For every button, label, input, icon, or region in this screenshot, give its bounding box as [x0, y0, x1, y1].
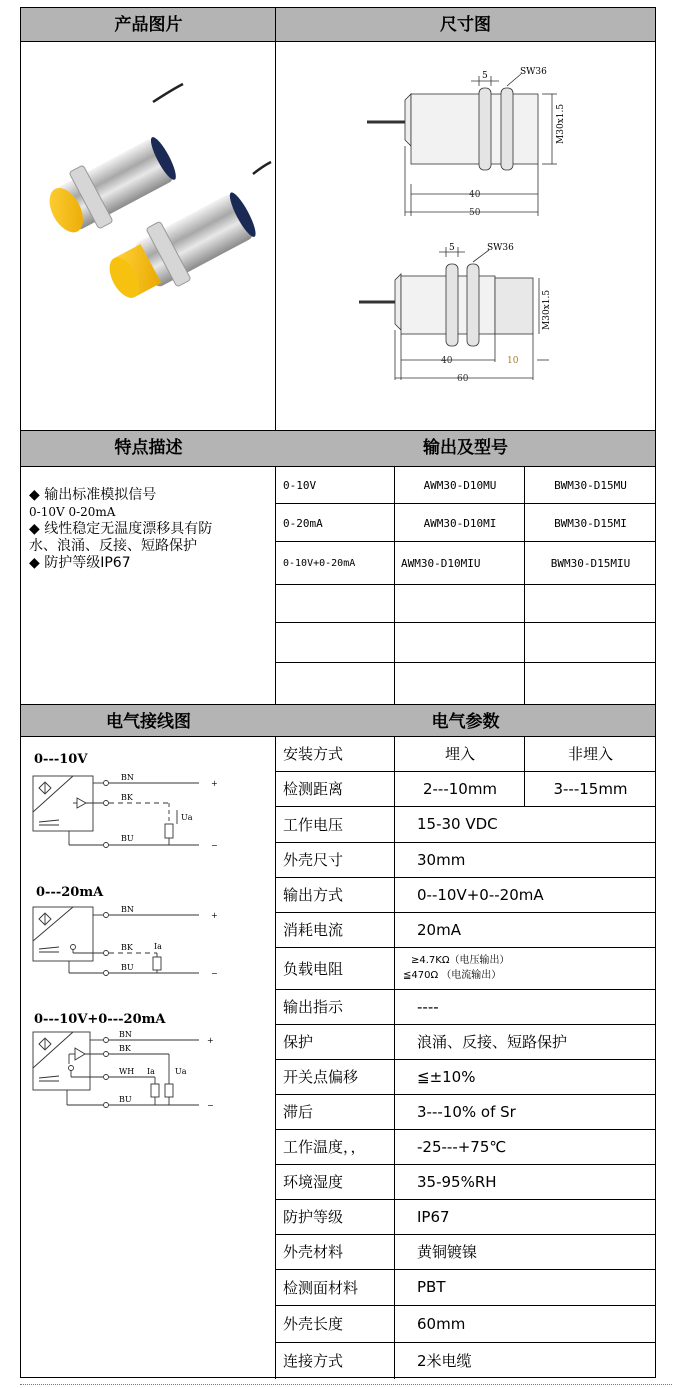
param-value-line: ≦470Ω （电流输出）	[403, 970, 502, 981]
param-label: 外壳长度	[283, 1315, 344, 1333]
param-value	[403, 947, 509, 989]
nonflush-body-length: 40	[441, 356, 453, 366]
output-row-1-flush: AWM30-D10MU	[423, 479, 497, 492]
param-label: 消耗电流	[283, 921, 344, 939]
wire-bn: BN	[121, 773, 134, 782]
param-value-alt: 3---15mm	[553, 779, 628, 798]
load-voltage: Ua	[181, 813, 193, 822]
wire-bk: BK	[121, 943, 133, 952]
terminal-minus: −	[211, 969, 218, 978]
output-row-2-flush: AWM30-D10MI	[423, 516, 497, 530]
nonflush-wrench: SW36	[487, 243, 514, 253]
param-label: 输出方式	[283, 886, 344, 904]
terminal-plus: +	[211, 779, 218, 788]
features-list	[29, 487, 212, 572]
param-value: PBT	[417, 1278, 446, 1296]
wiring-diagram-current	[29, 903, 229, 983]
wiring-diagram-voltage	[29, 770, 229, 850]
param-label: 检测面材料	[283, 1278, 359, 1297]
nonflush-total-length: 60	[457, 374, 469, 384]
dimension-drawing	[277, 44, 653, 428]
wire-bk: BK	[119, 1044, 131, 1053]
output-row-3-output: 0-10V+0-20mA	[283, 558, 356, 569]
wiring-diagram-combined	[29, 1028, 229, 1113]
header-electrical-params: 电气参数	[276, 705, 655, 736]
drawing-flush	[367, 74, 557, 216]
flush-total-length: 50	[469, 208, 481, 218]
param-value: 黄铜镀镍	[417, 1243, 478, 1261]
param-value-line: ≥4.7KΩ（电压输出）	[411, 955, 510, 966]
param-label: 工作温度，，	[283, 1138, 366, 1156]
param-label: 开关点偏移	[283, 1068, 359, 1086]
param-label: 外壳尺寸	[283, 851, 344, 869]
wire-wh: WH	[119, 1067, 135, 1076]
output-row-2-nonflush: BWM30-D15MI	[554, 516, 627, 530]
param-value: 0--10V+0--20mA	[417, 885, 544, 904]
param-label: 工作电压	[283, 815, 344, 834]
wire-bn: BN	[119, 1030, 132, 1039]
wire-bk: BK	[121, 793, 133, 802]
param-value: ≦±10%	[417, 1067, 476, 1086]
param-label: 负载电阻	[283, 959, 344, 978]
param-label: 连接方式	[283, 1352, 344, 1370]
param-value: 35-95%RH	[417, 1172, 497, 1191]
header-features: 特点描述	[21, 431, 276, 466]
feature-line: ◆ 输出标准模拟信号	[29, 487, 157, 503]
param-value: 埋入	[444, 745, 475, 763]
wire-bn: BN	[121, 905, 134, 914]
sensor-flush-image	[39, 84, 184, 245]
flush-thread: M30x1.5	[556, 103, 566, 144]
param-value: -25---+75℃	[417, 1137, 507, 1156]
nonflush-head-length: 10	[507, 356, 519, 366]
drawing-nonflush	[359, 247, 549, 380]
wiring-title-current: 0---20mA	[36, 885, 104, 900]
header-wiring: 电气接线图	[21, 705, 276, 736]
load-current: Ia	[147, 1067, 155, 1076]
feature-line: 水、浪涌、反接、短路保护	[29, 538, 197, 554]
feature-line: 0-10V 0-20mA	[29, 505, 116, 519]
param-value: 3---10% of Sr	[417, 1102, 516, 1121]
header-product-photo: 产品图片	[21, 8, 276, 41]
flush-wrench: SW36	[520, 67, 547, 77]
footer-divider	[20, 1384, 672, 1385]
param-value: 2米电缆	[417, 1352, 472, 1370]
param-value: IP67	[417, 1207, 450, 1226]
param-label: 防护等级	[283, 1208, 344, 1226]
terminal-plus: +	[211, 911, 218, 920]
param-label: 输出指示	[283, 998, 344, 1016]
output-row-1-output: 0-10V	[283, 479, 317, 492]
terminal-minus: −	[207, 1101, 214, 1110]
param-value: 2---10mm	[422, 779, 498, 798]
header-output-models: 输出及型号	[276, 431, 655, 466]
wire-bu: BU	[121, 834, 134, 843]
param-label: 保护	[283, 1033, 314, 1051]
param-label: 检测距离	[283, 780, 344, 798]
nonflush-nut-width: 5	[449, 243, 455, 253]
product-photo	[23, 44, 273, 428]
output-row-2-output: 0-20mA	[283, 516, 323, 530]
load-current: Ia	[154, 942, 162, 951]
param-label: 安装方式	[283, 745, 344, 763]
terminal-minus: −	[211, 841, 218, 850]
header-dimension-drawing: 尺寸图	[276, 8, 655, 41]
output-row-3-nonflush: BWM30-D15MIU	[550, 557, 631, 570]
param-label: 滞后	[283, 1103, 314, 1121]
param-value-alt: 非埋入	[567, 745, 613, 763]
flush-nut-width: 5	[482, 71, 488, 81]
flush-body-length: 40	[469, 190, 481, 200]
nonflush-thread: M30x1.5	[542, 289, 552, 330]
terminal-plus: +	[207, 1036, 214, 1045]
param-value: ----	[417, 997, 439, 1016]
output-row-3-flush: AWM30-D10MIU	[401, 557, 481, 570]
output-row-1-nonflush: BWM30-D15MU	[554, 479, 627, 492]
param-label: 外壳材料	[283, 1243, 344, 1261]
wiring-title-combined: 0---10V+0---20mA	[34, 1012, 166, 1027]
wiring-title-voltage: 0---10V	[34, 752, 88, 767]
feature-line: ◆ 防护等级IP67	[29, 555, 131, 571]
param-label: 环境湿度	[283, 1173, 344, 1191]
spec-sheet	[20, 7, 656, 1378]
param-value: 15-30 VDC	[417, 815, 498, 833]
feature-line: ◆ 线性稳定无温度漂移具有防	[29, 521, 213, 537]
wire-bu: BU	[121, 963, 134, 972]
param-value: 60mm	[417, 1314, 466, 1333]
param-value: 30mm	[417, 850, 466, 869]
wire-bu: BU	[119, 1095, 132, 1104]
param-value: 20mA	[417, 920, 461, 939]
param-value: 浪涌、反接、短路保护	[417, 1033, 568, 1051]
load-voltage: Ua	[175, 1067, 187, 1076]
